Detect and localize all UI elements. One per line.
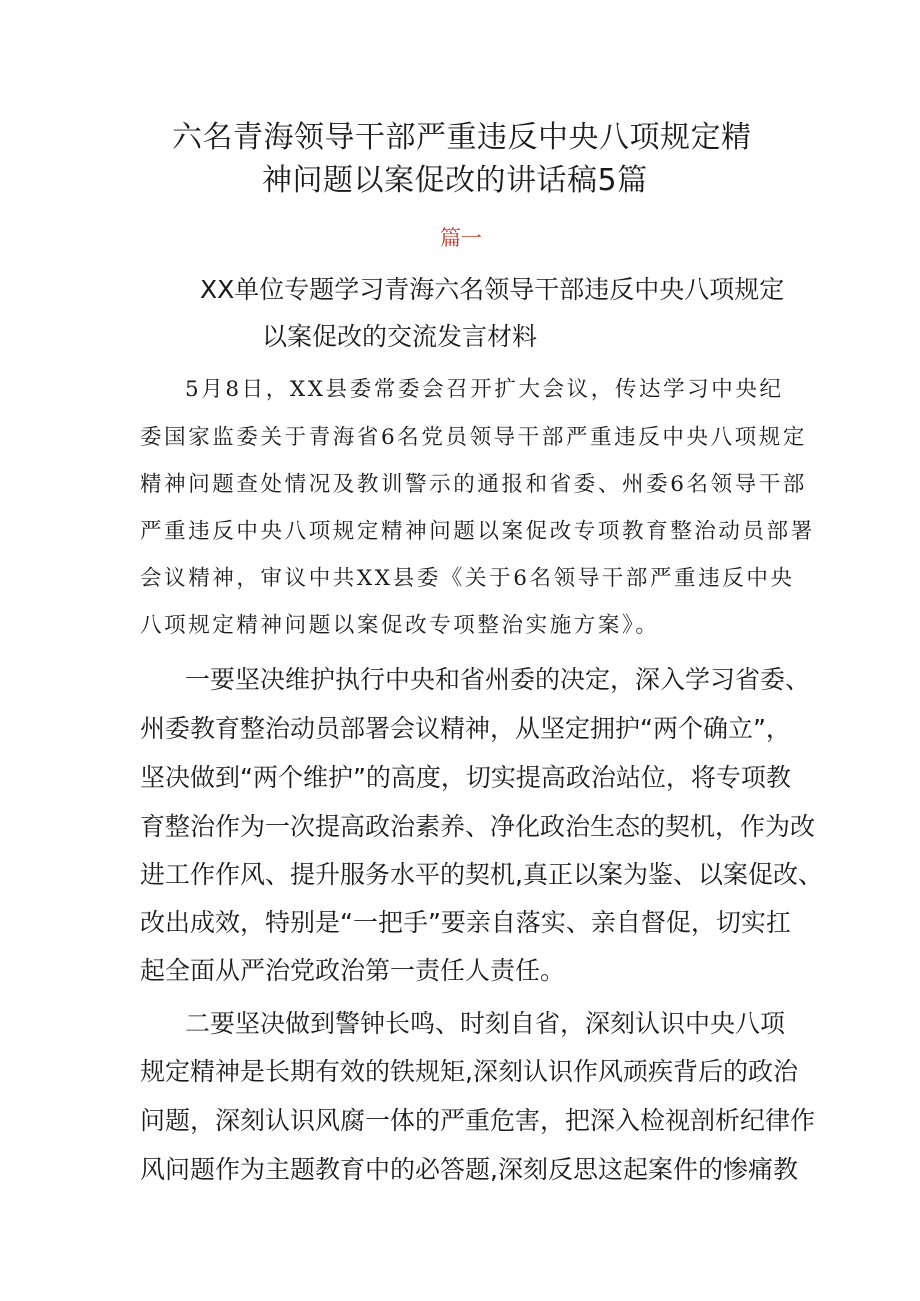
intro-line: 精神问题查处情况及教训警示的通报和省委、州委6名领导干部	[140, 472, 807, 497]
document-title-line-1: 六名青海领导干部严重违反中央八项规定精	[172, 120, 752, 155]
subtitle-line-1: XX单位专题学习青海六名领导干部违反中央八项规定	[200, 275, 785, 304]
paragraph-one-line: 起全面从严治党政治第一责任人责任。	[140, 956, 566, 985]
subtitle-line-2: 以案促改的交流发言材料	[262, 322, 538, 351]
paragraph-one-line: 州委教育整治动员部署会议精神，从坚定拥护“两个确立”，	[140, 714, 791, 743]
paragraph-two-line: 规定精神是长期有效的铁规矩,深刻认识作风顽疾背后的政治	[140, 1057, 798, 1086]
document-title-line-2: 神问题以案促改的讲话稿5篇	[262, 163, 648, 198]
paragraph-one-line: 育整治作为一次提高政治素养、净化政治生态的契机，作为改	[140, 812, 816, 841]
intro-line: 会议精神，审议中共XX县委《关于6名领导干部严重违反中央	[140, 566, 795, 591]
paragraph-two-line: 二要坚决做到警钟长鸣、时刻自省，深刻认识中央八项	[185, 1009, 786, 1038]
paragraph-one-line: 坚决做到“两个维护”的高度，切实提高政治站位，将专项教	[140, 763, 791, 792]
paragraph-one-line: 一要坚决维护执行中央和省州委的决定，深入学习省委、	[185, 665, 811, 694]
intro-line: 委国家监委关于青海省6名党员领导干部严重违反中央八项规定	[140, 425, 807, 450]
paragraph-two-line: 风问题作为主题教育中的必答题,深刻反思这起案件的惨痛教	[140, 1155, 798, 1184]
intro-line: 5月8日，XX县委常委会召开扩大会议，传达学习中央纪	[185, 377, 784, 402]
intro-line: 严重违反中央八项规定精神问题以案促改专项教育整治动员部署	[140, 519, 815, 544]
intro-line: 八项规定精神问题以案促改专项整治实施方案》。	[140, 613, 660, 638]
chapter-label: 篇一	[440, 226, 482, 250]
paragraph-one-line: 改出成效，特别是“一把手”要亲自落实、亲自督促，切实扛	[140, 908, 791, 937]
paragraph-two-line: 问题，深刻认识风腐一体的严重危害，把深入检视剖析纪律作	[140, 1106, 816, 1135]
paragraph-one-line: 进工作作风、提升服务水平的契机,真正以案为鉴、以案促改、	[140, 860, 823, 889]
